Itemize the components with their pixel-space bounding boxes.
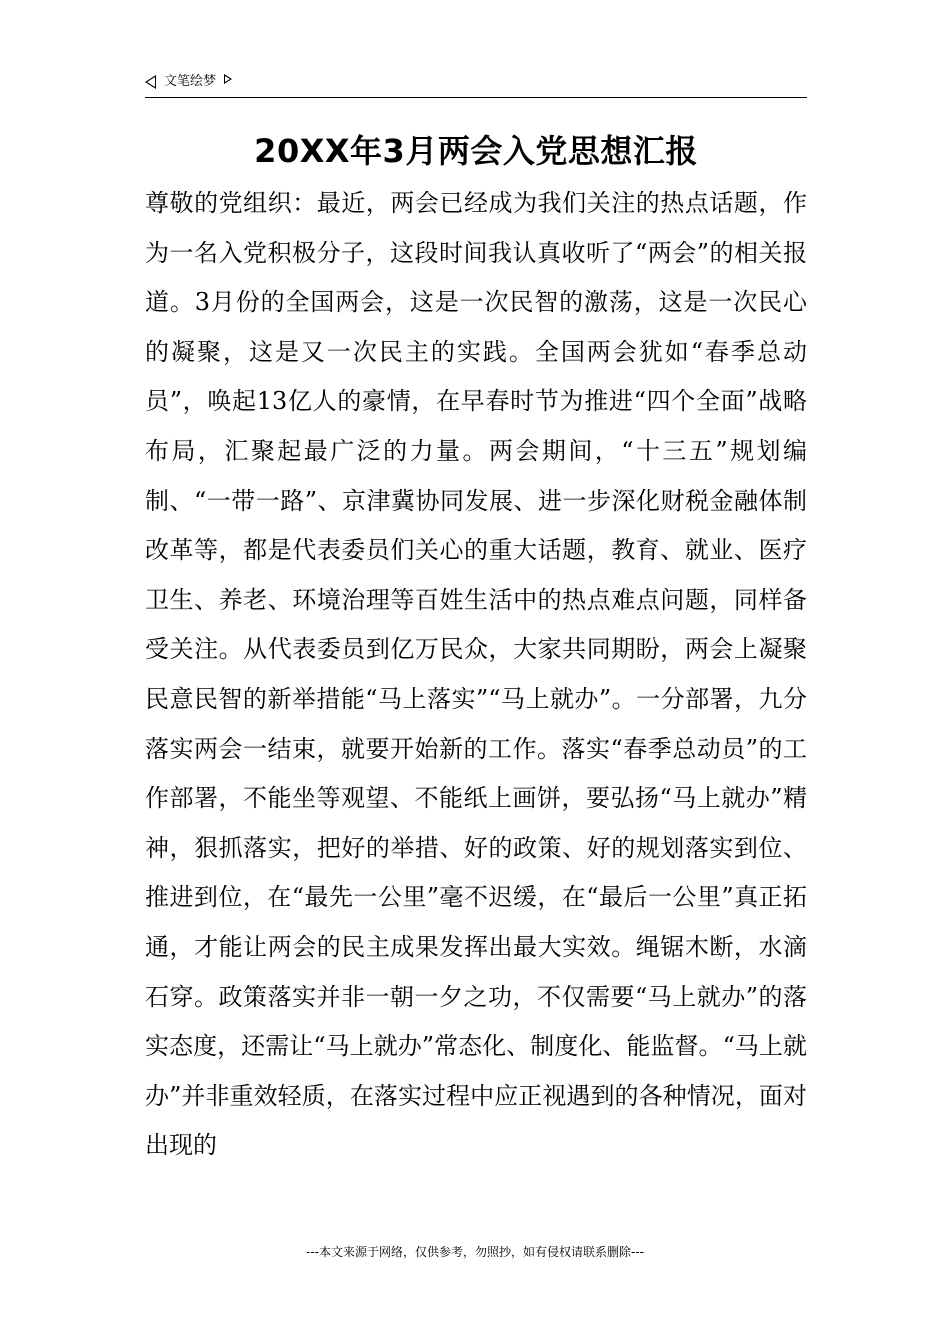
triangle-left-outline-icon: [145, 75, 156, 89]
footer-notice: ---本文来源于网络，仅供参考，勿照抄，如有侵权请联系删除---: [306, 1245, 644, 1259]
header-brand-group: [145, 74, 232, 90]
document-body: 尊敬的党组织：最近，两会已经成为我们关注的热点话题，作为一名入党积极分子，这段时间我认真收听了“两会”的相关报道。3月份的全国两会，这是一次民智的激荡，这是一次民心的凝聚，这是又一次民主的实践。全国两会犹如“春季总动员”，唤起13亿人的豪情，在早春时节为推进“四个全面”战略布局，汇聚起最广泛的力量。两会期间，“十三五”规划编制、“一带一路”、京津冀协同发展、进一步深化财税金融体制改革等，都是代表委员们关心的重大话题，教育、就业、医疗卫生、养老、环境治理等百姓生活中的热点难点问题，同样备受关注。从代表委员到亿万民众，大家共同期盼，两会上凝聚民意民智的新举措能“马上落实”“马上就办”。一分部署，九分落实两会一结束，就要开始新的工作。落实“春季总动员”的工作部署，不能坐等观望、不能纸上画饼，要弘扬“马上就办”精神，狠抓落实，把好的举措、好的政策、好的规划落实到位、推进到位，在“最先一公里”毫不迟缓，在“最后一公里”真正拓通，才能让两会的民主成果发挥出最大实效。绳锯木断，水滴石穿。政策落实并非一朝一夕之功，不仅需要“马上就办”的落实态度，还需让“马上就办”常态化、制度化、能监督。“马上就办”并非重效轻质，在落实过程中应正视遇到的各种情况，面对出现的: [145, 189, 807, 1160]
triangle-right-outline-icon: [224, 74, 232, 84]
page-header: [145, 72, 807, 98]
document-title: 20XX年3月两会入党思想汇报: [254, 132, 698, 170]
header-brand-text: 文笔绘梦: [164, 74, 217, 89]
